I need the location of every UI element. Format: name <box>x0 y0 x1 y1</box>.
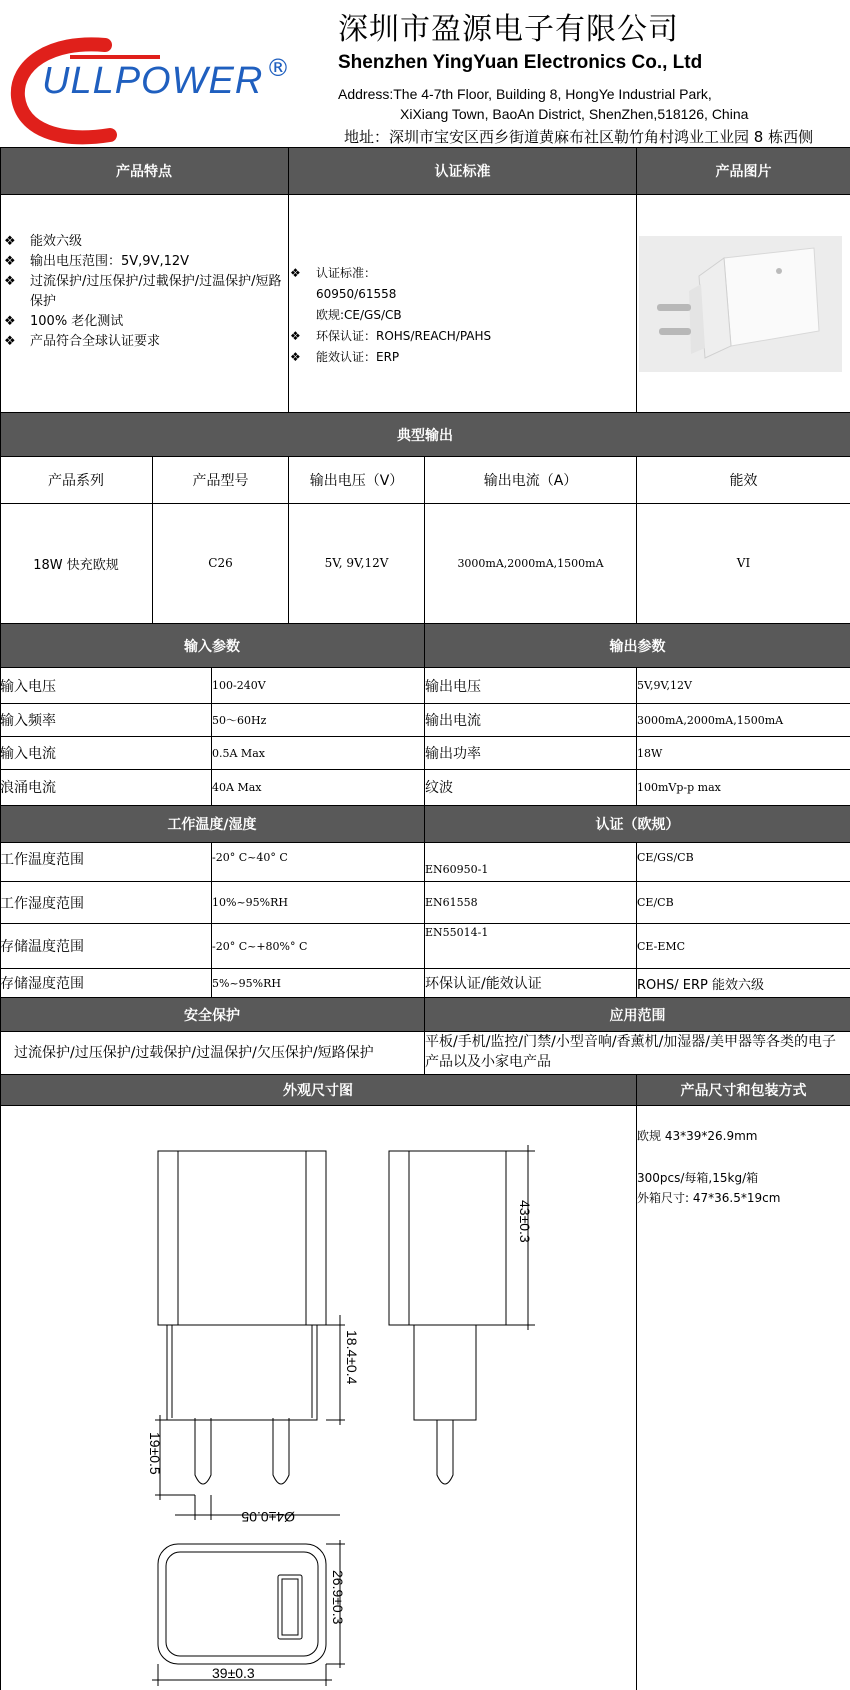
env-value: -20° C~+80%° C <box>212 939 308 953</box>
cell-series: 18W 快充欧规 <box>33 557 119 573</box>
param-row <box>0 770 850 804</box>
params-table <box>0 668 850 804</box>
image-header: 产品图片 <box>637 148 850 194</box>
cell-voltage: 5V, 9V,12V <box>324 556 389 570</box>
env-value: -20° C~40° C <box>212 851 288 864</box>
output-label: 纹波 <box>425 780 453 796</box>
feature-item: ❖ 输出电压范围：5V,9V,12V <box>4 254 190 269</box>
env-row <box>0 882 850 923</box>
features-list <box>4 232 288 352</box>
env-value: 5%~95%RH <box>212 976 281 990</box>
safety-header: 安全保护 <box>0 998 424 1031</box>
cell-model: C26 <box>208 556 233 570</box>
input-value: 50～60Hz <box>212 714 267 727</box>
param-row <box>0 704 850 736</box>
typical-output-header: 典型输出 <box>0 413 850 456</box>
output-value: 5V,9V,12V <box>637 679 692 692</box>
output-value: 3000mA,2000mA,1500mA <box>637 713 784 727</box>
dim-pin-gap: 19±0.5 <box>147 1432 163 1475</box>
address-line-2: XiXiang Town, BaoAn District, ShenZhen,518126, China <box>400 106 749 122</box>
dimension-drawing <box>0 1106 636 1690</box>
col-header-model: 产品型号 <box>192 473 249 489</box>
cert-label-line: ❖ 认证标准： <box>290 266 377 280</box>
dim-pin-length: 18.4±0.4 <box>344 1330 360 1385</box>
company-name-en: Shenzhen YingYuan Electronics Co., Ltd <box>338 52 703 73</box>
env-label: 工作湿度范围 <box>0 895 84 912</box>
standards-list <box>290 263 630 368</box>
output-value: 18W <box>637 746 663 760</box>
input-label: 输入频率 <box>0 713 56 729</box>
dim-depth: 26.9±0.3 <box>330 1570 346 1625</box>
input-value: 100-240V <box>212 679 266 692</box>
carton-size: 外箱尺寸: 47*36.5*19cm <box>637 1191 781 1205</box>
application-header: 应用范围 <box>425 998 850 1031</box>
side-view <box>389 1145 535 1484</box>
safety-text: 过流保护/过压保护/过载保护/过温保护/欠压保护/短路保护 <box>14 1045 374 1061</box>
env-row <box>0 843 850 881</box>
eu-cert-line: 欧规:CE/GS/CB <box>316 308 402 322</box>
output-label: 输出电流 <box>425 713 481 729</box>
env-label: 工作温度范围 <box>0 852 84 868</box>
front-view <box>155 1151 345 1520</box>
features-header: 产品特点 <box>0 148 288 194</box>
env-header: 工作温度/湿度 <box>0 806 424 842</box>
cert-eu-header: 认证（欧规） <box>425 806 850 842</box>
feature-item: ❖ 过流保护/过压保护/过載保护/过温保护/短路保护 <box>4 274 282 309</box>
address-line-1: Address:The 4-7th Floor, Building 8, HongYe Industrial Park, <box>338 86 712 102</box>
env-value: 10%~95%RH <box>212 896 288 909</box>
env-cert-line: ❖ 环保认证：ROHS/REACH/PAHS <box>290 329 492 343</box>
eu-size: 欧规 43*39*26.9mm <box>637 1129 758 1143</box>
dim-pin-diameter: Ø4±0.05 <box>241 1509 295 1525</box>
env-standard: EN60950-1 <box>425 863 489 876</box>
col-header-series: 产品系列 <box>48 473 104 489</box>
param-row <box>0 737 850 769</box>
energy-cert-line: ❖ 能效认证：ERP <box>290 350 400 364</box>
env-row <box>0 969 850 997</box>
env-cert: CE/GS/CB <box>637 851 694 864</box>
logo-text: ULLPOWER <box>42 60 264 102</box>
packing-quantity: 300pcs/每箱,15kg/箱 <box>637 1171 759 1185</box>
env-label: 存储湿度范围 <box>0 976 84 992</box>
dim-width: 39±0.3 <box>212 1665 255 1681</box>
env-standard: EN55014-1 <box>425 926 489 939</box>
typical-output-table <box>0 457 850 623</box>
product-photo <box>639 236 842 372</box>
feature-item: ❖ 产品符合全球认证要求 <box>4 334 161 349</box>
address-cn: 地址：深圳市宝安区西乡街道黄麻布社区勒竹角村鸿业工业园 8 栋西侧 <box>344 128 814 146</box>
input-params-header: 输入参数 <box>0 624 424 667</box>
env-standard: EN61558 <box>425 896 478 909</box>
env-standard: 环保认证/能效认证 <box>425 976 542 992</box>
env-cert: ROHS/ ERP 能效六级 <box>637 977 765 993</box>
env-row <box>0 924 850 968</box>
env-table <box>0 843 850 997</box>
env-label: 存储温度范围 <box>0 939 84 955</box>
input-value: 0.5A Max <box>212 746 265 760</box>
output-value: 100mVp-p max <box>637 780 721 794</box>
packaging-info <box>637 1126 847 1208</box>
feature-item: ❖ 能效六级 <box>4 234 83 249</box>
feature-item: ❖ 100% 老化测试 <box>4 314 124 329</box>
packaging-header: 产品尺寸和包装方式 <box>637 1075 850 1105</box>
param-row <box>0 668 850 703</box>
application-text: 平板/手机/监控/门禁/小型音响/香薰机/加湿器/美甲器等各类的电子产品以及小家电产品 <box>425 1034 837 1070</box>
dim-height: 43±0.3 <box>517 1200 533 1243</box>
env-cert: CE/CB <box>637 896 674 909</box>
input-label: 浪涌电流 <box>0 780 56 796</box>
cert-value-line: 60950/61558 <box>316 287 397 301</box>
cell-efficiency: VI <box>736 556 751 570</box>
input-label: 输入电流 <box>0 746 56 762</box>
logo-registered-mark: ® <box>266 54 290 82</box>
col-header-voltage: 输出电压（V） <box>309 473 404 489</box>
col-header-efficiency: 能效 <box>729 473 758 489</box>
company-name-cn: 深圳市盈源电子有限公司 <box>338 12 679 47</box>
input-label: 输入电压 <box>0 678 56 695</box>
output-params-header: 输出参数 <box>425 624 850 667</box>
col-header-current: 输出电流（A） <box>483 473 578 489</box>
standards-header: 认证标准 <box>289 148 636 194</box>
output-label: 输出电压 <box>425 678 481 695</box>
output-label: 输出功率 <box>425 746 481 762</box>
cell-current: 3000mA,2000mA,1500mA <box>457 556 604 570</box>
dimensions-header: 外观尺寸图 <box>0 1075 636 1105</box>
env-cert: CE-EMC <box>637 939 686 953</box>
input-value: 40A Max <box>212 780 262 794</box>
